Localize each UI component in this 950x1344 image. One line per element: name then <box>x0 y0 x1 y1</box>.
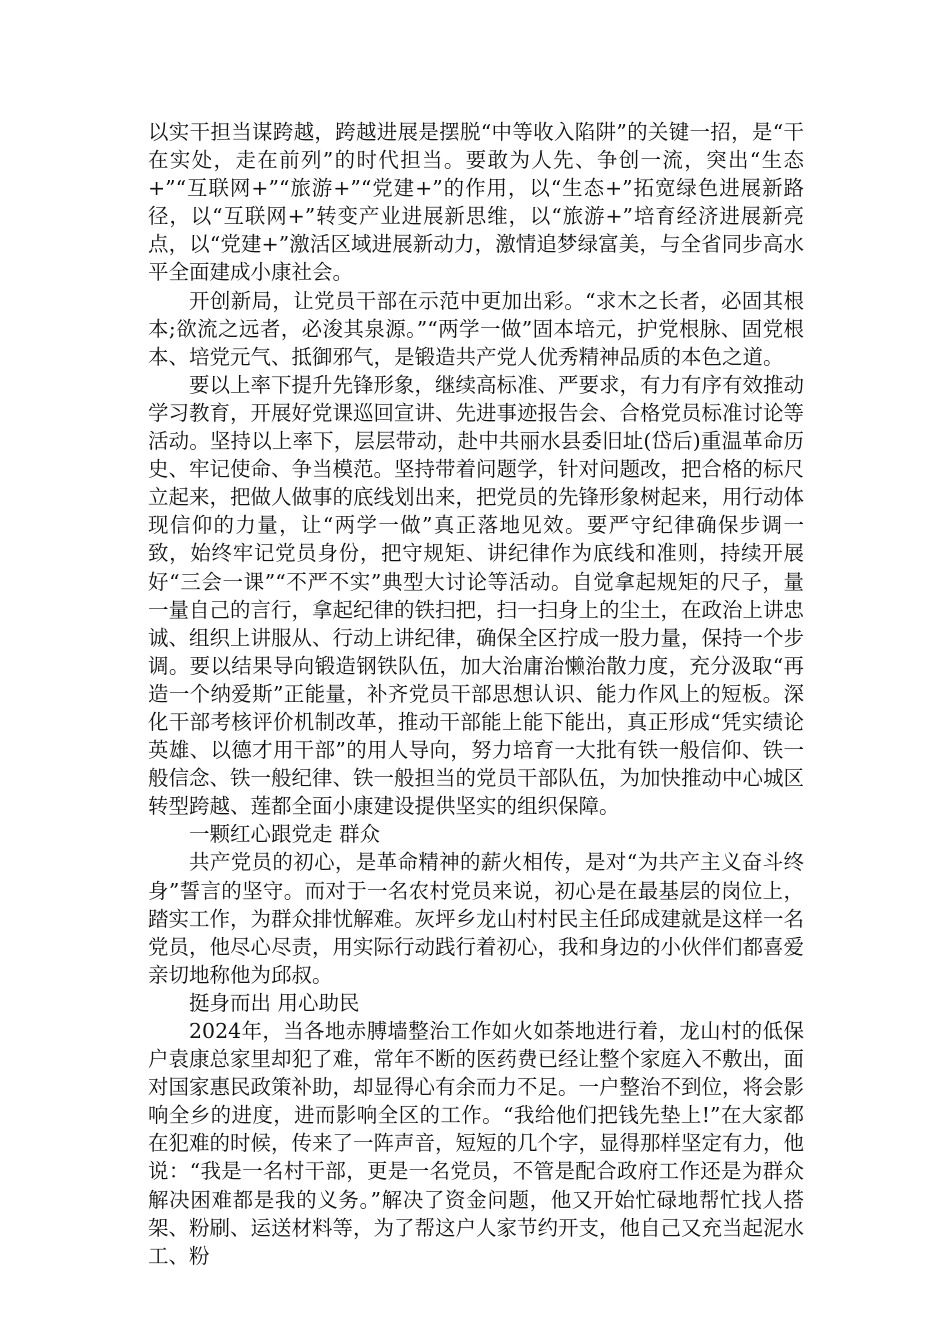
paragraph-original-aspiration: 共产党员的初心，是革命精神的薪火相传，是对“为共产主义奋斗终身”誓言的坚守。而对于一名农村党员来说，初心是在最基层的岗位上，踏实工作，为群众排忧解难。灰坪乡龙山村村民主任邱成建就是这样一名党员，他尽心尽责，用实际行动践行着初心，我和身边的小伙伴们都喜爱亲切地称他为邱叔。 <box>148 850 804 987</box>
paragraph-wall-renovation: 2024年，当各地赤膊墙整治工作如火如荼地进行着，龙山村的低保户袁康总家里却犯了难，常年不断的医药费已经让整个家庭入不敷出，面对国家惠民政策补助，却显得心有余而力不足。一户整治不到位，将会影响全乡的进度，进而影响全区的工作。“我给他们把钱先垫上!”在大家都在犯难的时候，传来了一阵声音，短短的几个字，显得那样坚定有力，他说：“我是一名村干部，更是一名党员，不管是配合政府工作还是为群众解决困难都是我的义务。”解决了资金问题，他又开始忙碌地帮忙找人搭架、粉刷、运送材料等，为了帮这户人家节约开支，他自己又充当起泥水工、粉 <box>148 1019 804 1268</box>
section-heading-red-heart: 一颗红心跟党走 群众 <box>189 822 381 847</box>
paragraph-new-situation: 开创新局，让党员干部在示范中更加出彩。“求木之长者，必固其根本;欲流之远者，必浚其泉源。”“两学一做”固本培元，护党根脉、固党根本、培党元气、抵御邪气，是锻造共产党人优秀精神品质的本色之道。 <box>148 288 804 369</box>
section-heading-step-forward: 挺身而出 用心助民 <box>189 990 360 1015</box>
paragraph-leaping-development: 以实干担当谋跨越，跨越进展是摆脱“中等收入陷阱”的关键一招，是“干在实处，走在前列”的时代担当。要敢为人先、争创一流，突出“生态+”“互联网+”“旅游+”“党建+”的作用，以“生态+”拓宽绿色进展新路径，以“互联网+”转变产业进展新思维，以“旅游+”培育经济进展新亮点，以“党建+”激活区域进展新动力，激情追梦绿富美，与全省同步高水平全面建成小康社会。 <box>148 120 804 285</box>
document-body <box>148 118 804 1270</box>
paragraph-pioneer-image: 要以上率下提升先锋形象，继续高标准、严要求，有力有序有效推动学习教育，开展好党课巡回宣讲、先进事迹报告会、合格党员标准讨论等活动。坚持以上率下，层层带动，赴中共丽水县委旧址(岱后)重温革命历史、牢记使命、争当模范。坚持带着问题学，针对问题改，把合格的标尺立起来，把做人做事的底线划出来，把党员的先锋形象树起来，用行动体现信仰的力量，让“两学一做”真正落地见效。要严守纪律确保步调一致，始终牢记党员身份，把守规矩、讲纪律作为底线和准则，持续开展好“三会一课”“不严不实”典型大讨论等活动。自觉拿起规矩的尺子，量一量自己的言行，拿起纪律的铁扫把，扫一扫身上的尘土，在政治上讲忠诚、组织上讲服从、行动上讲纪律，确保全区拧成一股力量，保持一个步调。要以结果导向锻造钢铁队伍，加大治庸治懒治散力度，充分汲取“再造一个纳爱斯”正能量，补齐党员干部思想认识、能力作风上的短板。深化干部考核评价机制改革，推动干部能上能下能出，真正形成“凭实绩论英雄、以德才用干部”的用人导向，努力培育一大批有铁一般信仰、铁一般信念、铁一般纪律、铁一般担当的党员干部队伍，为加快推动中心城区转型跨越、莲都全面小康建设提供坚实的组织保障。 <box>148 372 804 819</box>
